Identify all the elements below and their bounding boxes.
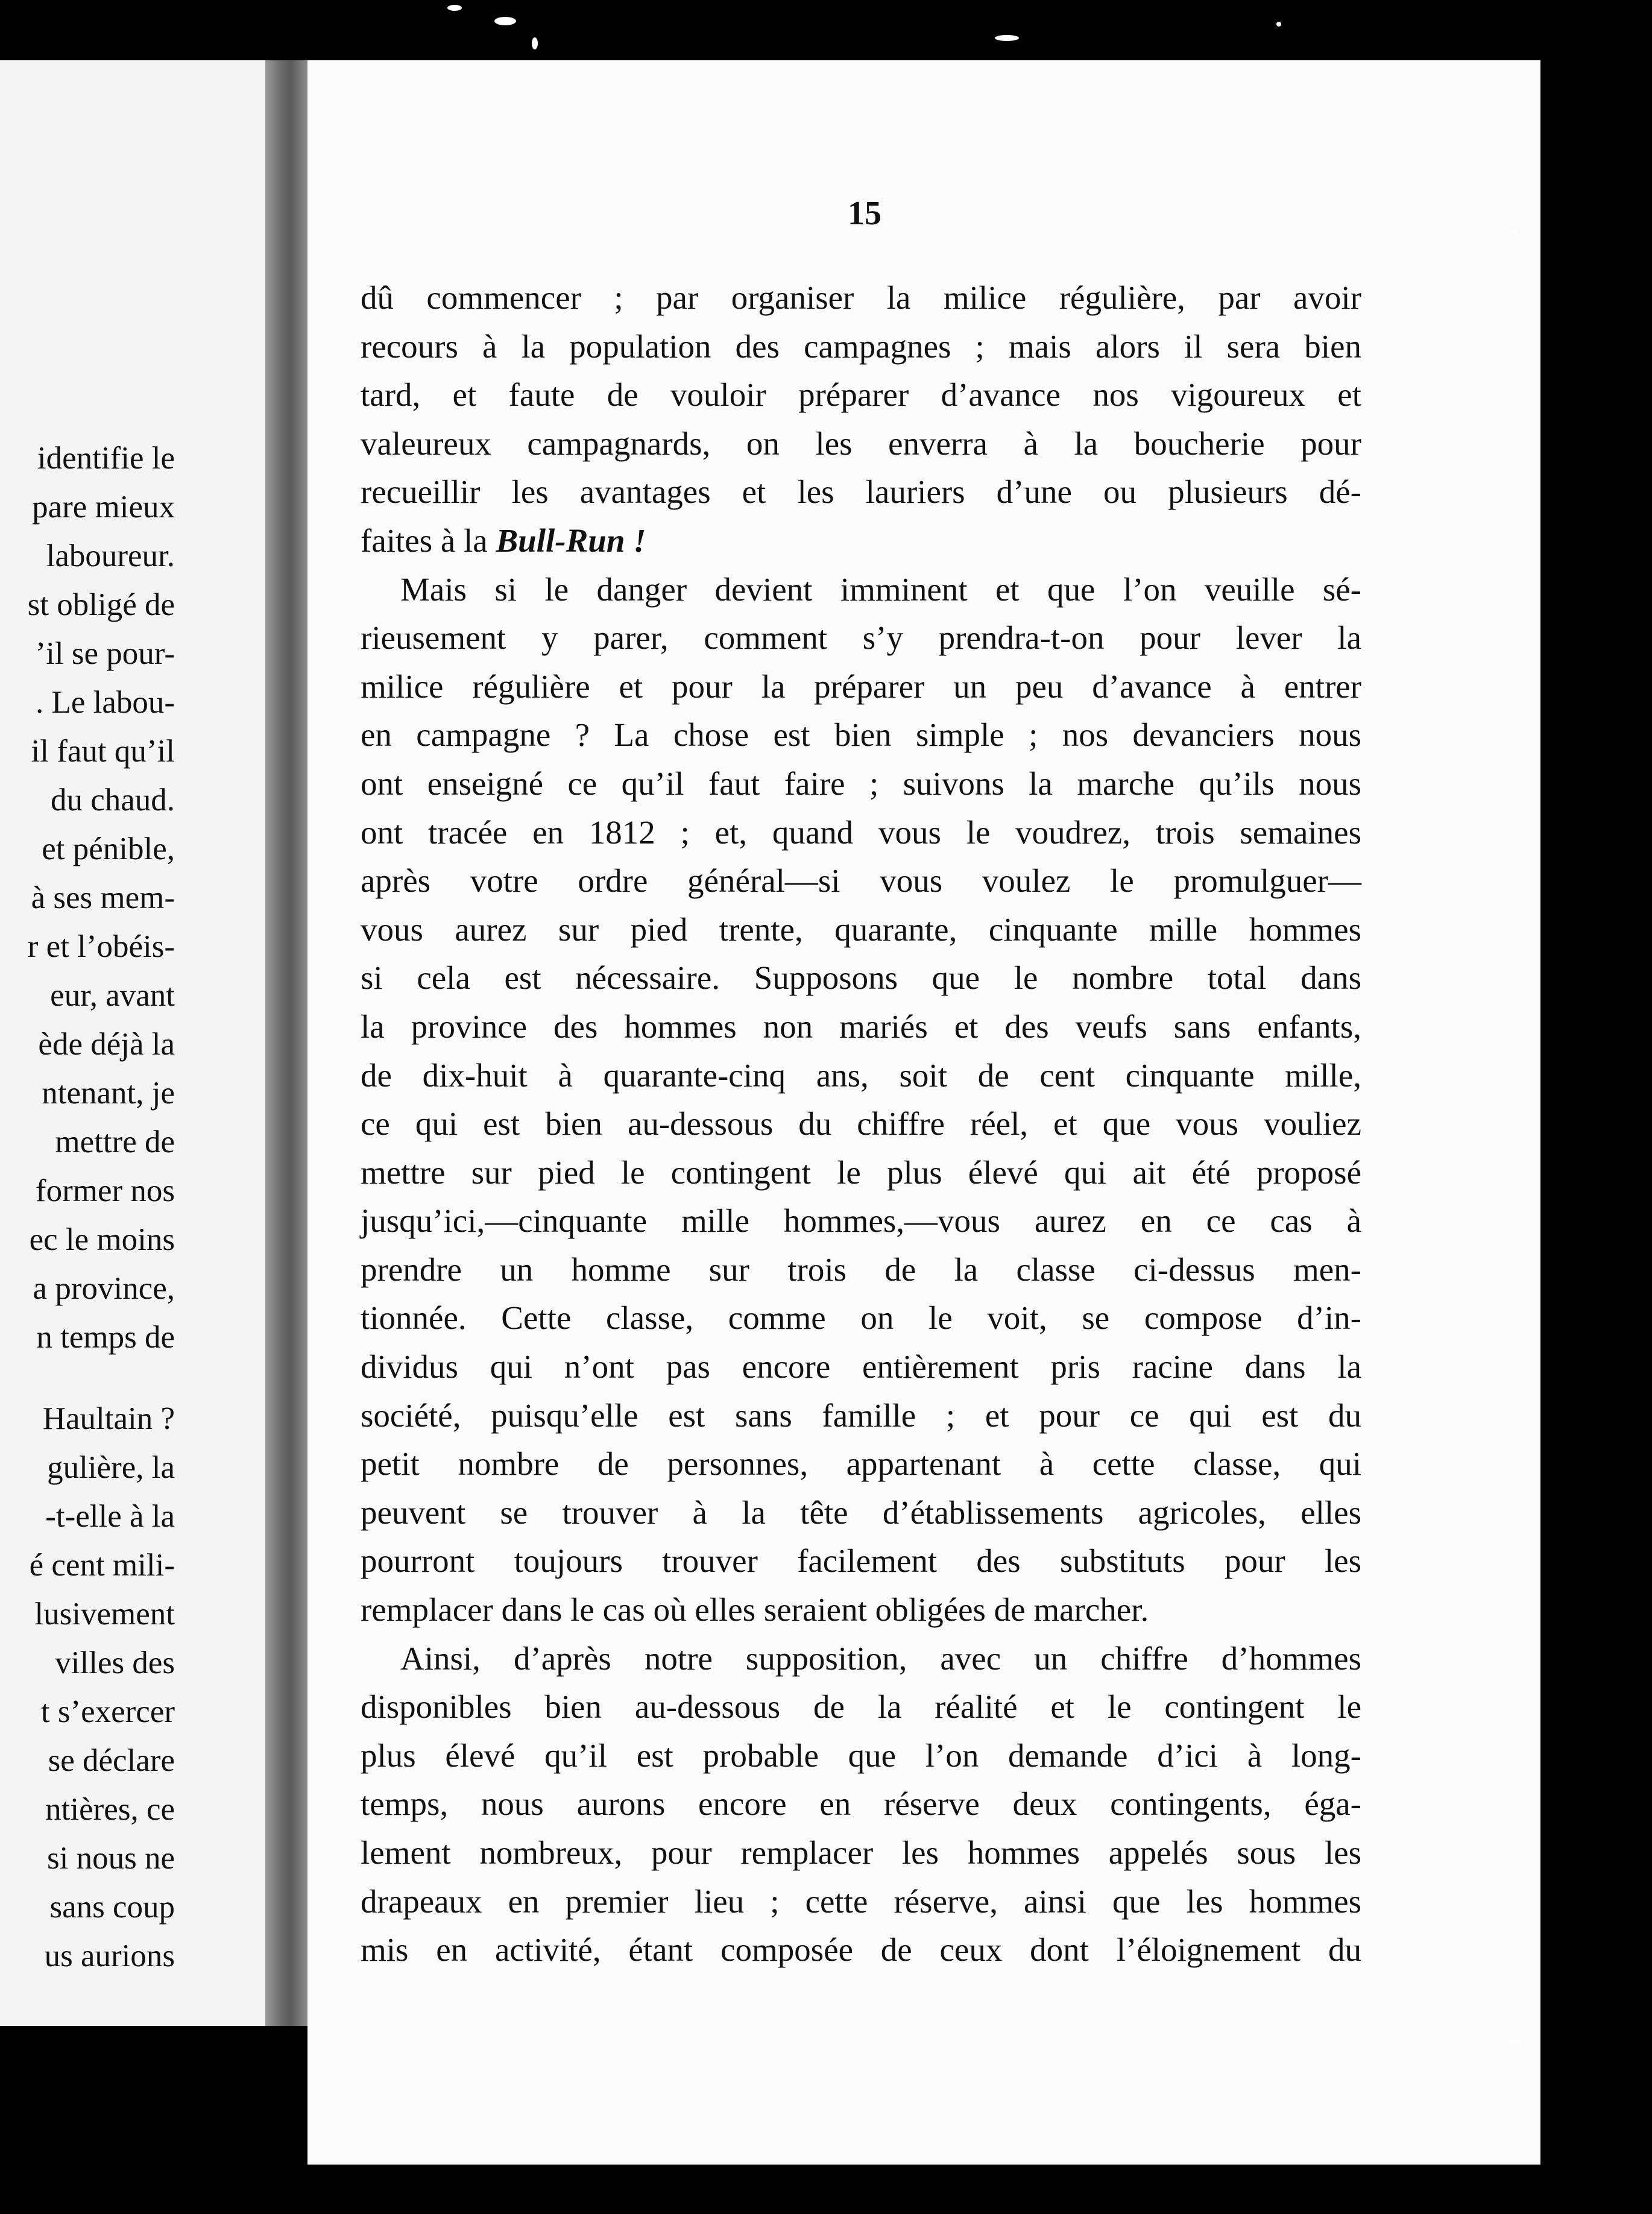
scan-speck <box>1276 22 1281 27</box>
text-line: tionnée. Cette classe, comme on le voit, se compose d’in- <box>361 1299 1361 1337</box>
left-page-line: se déclare <box>48 1743 175 1778</box>
text-line: société, puisqu’elle est sans famille ; et pour ce qui est du <box>361 1396 1361 1434</box>
left-page-line: il faut qu’il <box>31 734 175 769</box>
text-line: ce qui est bien au-dessous du chiffre réel, et que vous vouliez <box>361 1105 1361 1143</box>
text-line: dû commencer ; par organiser la milice régulière, par avoir <box>361 279 1361 316</box>
text-line: peuvent se trouver à la tête d’établissements agricoles, elles <box>361 1493 1361 1531</box>
left-page-line: mettre de <box>55 1124 175 1159</box>
page-body-text <box>361 274 1361 1975</box>
text-line: si cela est nécessaire. Supposons que le nombre total dans <box>361 959 1361 997</box>
left-page-line: . Le labou- <box>35 685 175 720</box>
text-line: temps, nous aurons encore en réserve deux contingents, éga- <box>361 1785 1361 1823</box>
text-line: mettre sur pied le contingent le plus élevé qui ait été proposé <box>361 1153 1361 1191</box>
left-page-line: ntières, ce <box>45 1792 175 1827</box>
left-page-line: à ses mem- <box>31 880 175 915</box>
text-line: lement nombreux, pour remplacer les hommes appelés sous les <box>361 1834 1361 1871</box>
text-line: la province des hommes non mariés et des veufs sans enfants, <box>361 1008 1361 1045</box>
left-page-line: eur, avant <box>50 978 175 1013</box>
text-line: drapeaux en premier lieu ; cette réserve, ainsi que les hommes <box>361 1882 1361 1920</box>
left-page-line: villes des <box>55 1645 175 1680</box>
left-page-line: du chaud. <box>50 783 175 818</box>
text-line: en campagne ? La chose est bien simple ; nos devanciers nous <box>361 716 1361 754</box>
left-page-line: ède déjà la <box>38 1027 175 1062</box>
text-line: Ainsi, d’après notre supposition, avec un chiffre d’hommes <box>400 1639 1361 1677</box>
paragraph <box>361 1635 1361 1975</box>
scan-speck <box>494 17 516 25</box>
text-line: jusqu’ici,—cinquante mille hommes,—vous aurez en ce cas à <box>361 1202 1361 1240</box>
text-line: remplacer dans le cas où elles seraient obligées de marcher. <box>361 1591 1149 1629</box>
left-page-text <box>0 434 175 1981</box>
text-line: mis en activité, étant composée de ceux dont l’éloignement du <box>361 1931 1361 1969</box>
text-line: Mais si le danger devient imminent et que l’on veuille sé- <box>400 570 1361 608</box>
text-line: petit nombre de personnes, appartenant à cette classe, qui <box>361 1445 1361 1483</box>
text-line: recours à la population des campagnes ; mais alors il sera bien <box>361 327 1361 365</box>
text-line: disponibles bien au-dessous de la réalité et le contingent le <box>361 1688 1361 1726</box>
paragraph <box>361 566 1361 1635</box>
left-page-line: Haultain ? <box>42 1401 175 1436</box>
left-page-line: ntenant, je <box>42 1076 175 1111</box>
scan-speck <box>532 37 538 49</box>
scan-speck <box>447 5 462 11</box>
italic-phrase: Bull-Run ! <box>496 522 646 559</box>
left-page-line: former nos <box>35 1173 175 1208</box>
text-line: milice régulière et pour la préparer un peu d’avance à entrer <box>361 667 1361 705</box>
text-line: ont enseigné ce qu’il faut faire ; suivons la marche qu’ils nous <box>361 765 1361 802</box>
left-page <box>0 60 265 2026</box>
text-line: de dix-huit à quarante-cinq ans, soit de cent cinquante mille, <box>361 1056 1361 1094</box>
left-page-line: gulière, la <box>47 1450 175 1485</box>
left-page-line: identifie le <box>37 441 175 476</box>
left-page-line: t s’exercer <box>40 1694 175 1729</box>
text-line: faites à la Bull-Run ! <box>361 522 646 559</box>
left-page-line: sans coup <box>49 1890 175 1925</box>
left-page-line: ’il se pour- <box>35 636 175 671</box>
text-line: pourront toujours trouver facilement des substituts pour les <box>361 1542 1361 1580</box>
text-line: tard, et faute de vouloir préparer d’avance nos vigoureux et <box>361 376 1361 414</box>
left-page-line: us aurions <box>44 1938 175 1973</box>
text-line: recueillir les avantages et les lauriers d’une ou plusieurs dé- <box>361 473 1361 511</box>
left-page-line: n temps de <box>36 1320 175 1355</box>
left-page-line: pare mieux <box>32 490 175 525</box>
left-page-line: ec le moins <box>29 1222 175 1257</box>
left-page-line: -t-elle à la <box>45 1499 175 1534</box>
paragraph <box>361 274 1361 517</box>
scan-speck <box>1511 229 1516 234</box>
text-line: plus élevé qu’il est probable que l’on demande d’ici à long- <box>361 1736 1361 1774</box>
left-page-line: si nous ne <box>47 1841 175 1876</box>
left-page-line: a province, <box>33 1271 175 1306</box>
text-line: rieusement y parer, comment s’y prendra-t-on pour lever la <box>361 619 1361 657</box>
text-line: dividus qui n’ont pas encore entièrement pris racine dans la <box>361 1348 1361 1386</box>
left-page-line: r et l’obéis- <box>27 929 175 964</box>
text-line: valeureux campagnards, on les enverra à la boucherie pour <box>361 424 1361 462</box>
left-page-line: é cent mili- <box>29 1548 175 1583</box>
text-line: ont tracée en 1812 ; et, quand vous le voudrez, trois semaines <box>361 813 1361 851</box>
left-page-line: laboureur. <box>46 538 175 573</box>
text-line: vous aurez sur pied trente, quarante, cinquante mille hommes <box>361 910 1361 948</box>
left-page-line: st obligé de <box>27 587 175 622</box>
text-line: après votre ordre général—si vous voulez le promulguer— <box>361 862 1361 900</box>
page-number: 15 <box>848 195 881 232</box>
text-line: prendre un homme sur trois de la classe ci-dessus men- <box>361 1250 1361 1288</box>
left-page-line: lusivement <box>34 1597 175 1632</box>
scan-speck <box>1509 2040 1521 2044</box>
scan-speck <box>995 35 1019 41</box>
book-gutter <box>265 60 307 2026</box>
left-page-line: et pénible, <box>42 831 175 866</box>
